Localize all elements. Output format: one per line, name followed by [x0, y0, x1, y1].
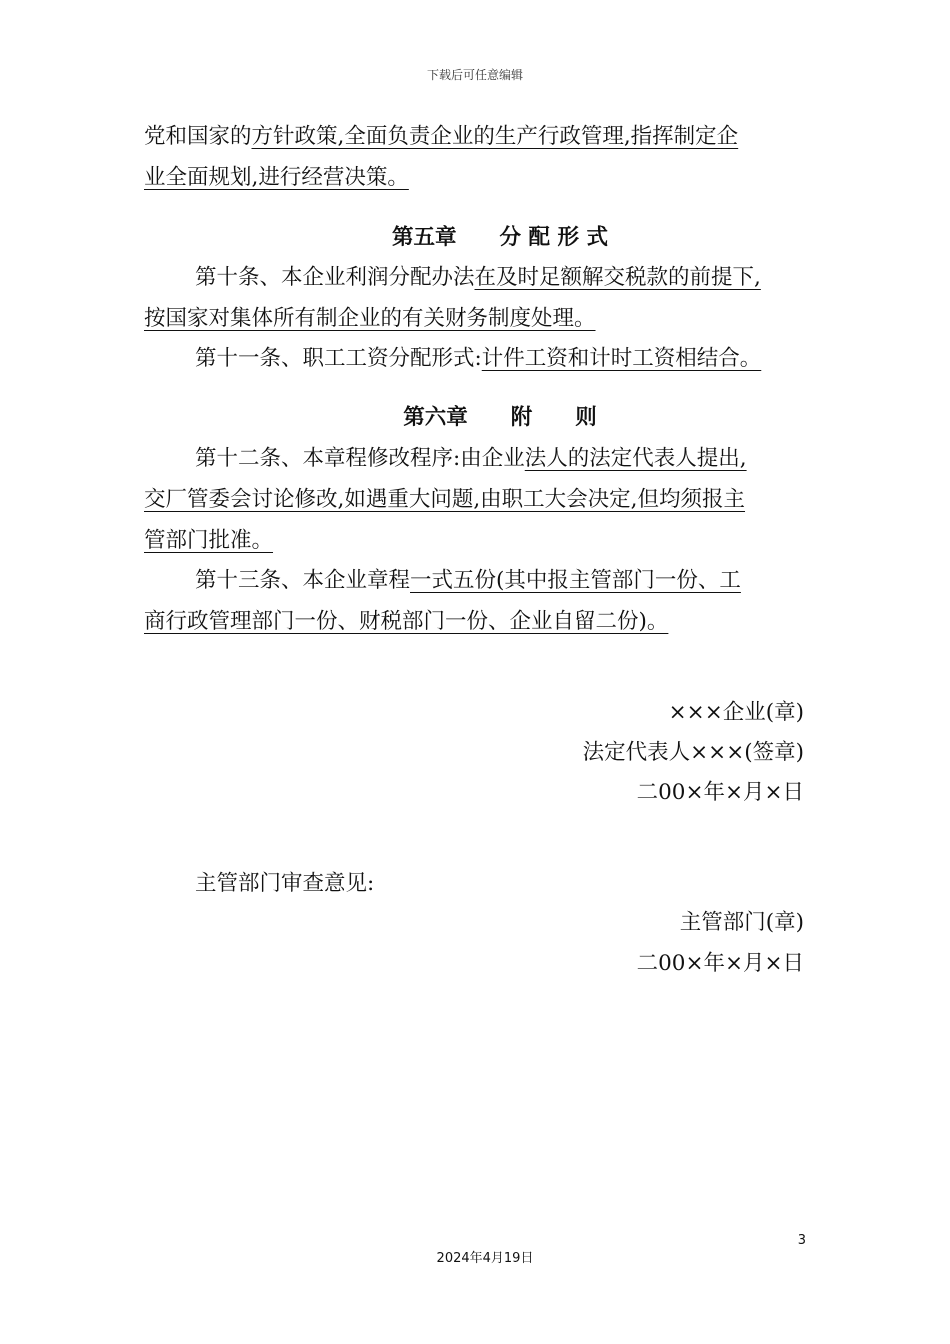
- page-number: 3: [797, 1233, 806, 1248]
- signature-date: 二00×年×月×日: [636, 780, 804, 805]
- underlined-text: 业全面规划,进行经营决策。: [144, 165, 409, 190]
- review-label: 主管部门审查意见:: [195, 871, 375, 896]
- text-span: 第十一条、职工工资分配形式:: [195, 346, 482, 371]
- underlined-text: 一式五份(其中报主管部门一份、工: [410, 568, 741, 593]
- page-footer: 2024年4月19日: [436, 1251, 534, 1266]
- paragraph-line: [195, 345, 761, 373]
- signature-company: ×××企业(章): [668, 700, 804, 725]
- text-span: 第十条、本企业利润分配办法: [195, 265, 475, 290]
- paragraph-line: [144, 164, 409, 192]
- underlined-text: 交厂管委会讨论修改,如遇重大问题,由职工大会决定,但均须报主: [144, 487, 746, 512]
- chapter-heading: 第五章 分 配 形 式: [392, 225, 608, 250]
- paragraph-line: [195, 264, 761, 292]
- chapter-heading: 第六章 附 则: [403, 405, 597, 430]
- paragraph-line: [144, 486, 745, 514]
- review-date: 二00×年×月×日: [636, 951, 804, 976]
- text-span: 党和国家的: [144, 124, 252, 149]
- underlined-text: 商行政管理部门一份、财税部门一份、企业自留二份)。: [144, 609, 669, 634]
- paragraph-line: [195, 567, 741, 595]
- review-department: 主管部门(章): [679, 910, 804, 935]
- paragraph-line: [144, 608, 668, 636]
- underlined-text: 计件工资和计时工资相结合。: [481, 346, 762, 371]
- underlined-text: 方针政策,全面负责企业的生产行政管理,指挥制定企: [251, 124, 739, 149]
- paragraph-line: [144, 305, 596, 333]
- signature-representative: 法定代表人×××(签章): [582, 740, 804, 765]
- underlined-text: 法人的法定代表人提出,: [524, 446, 747, 471]
- underlined-text: 在及时足额解交税款的前提下,: [474, 265, 761, 290]
- text-span: 第十三条、本企业章程: [195, 568, 411, 593]
- page-header: 下载后可任意编辑: [426, 68, 523, 82]
- underlined-text: 按国家对集体所有制企业的有关财务制度处理。: [144, 306, 596, 331]
- underlined-text: 管部门批准。: [144, 528, 274, 553]
- paragraph-line: [144, 123, 738, 151]
- paragraph-line: [195, 445, 747, 473]
- text-span: 第十二条、本章程修改程序:由企业: [195, 446, 525, 471]
- paragraph-line: [144, 527, 273, 555]
